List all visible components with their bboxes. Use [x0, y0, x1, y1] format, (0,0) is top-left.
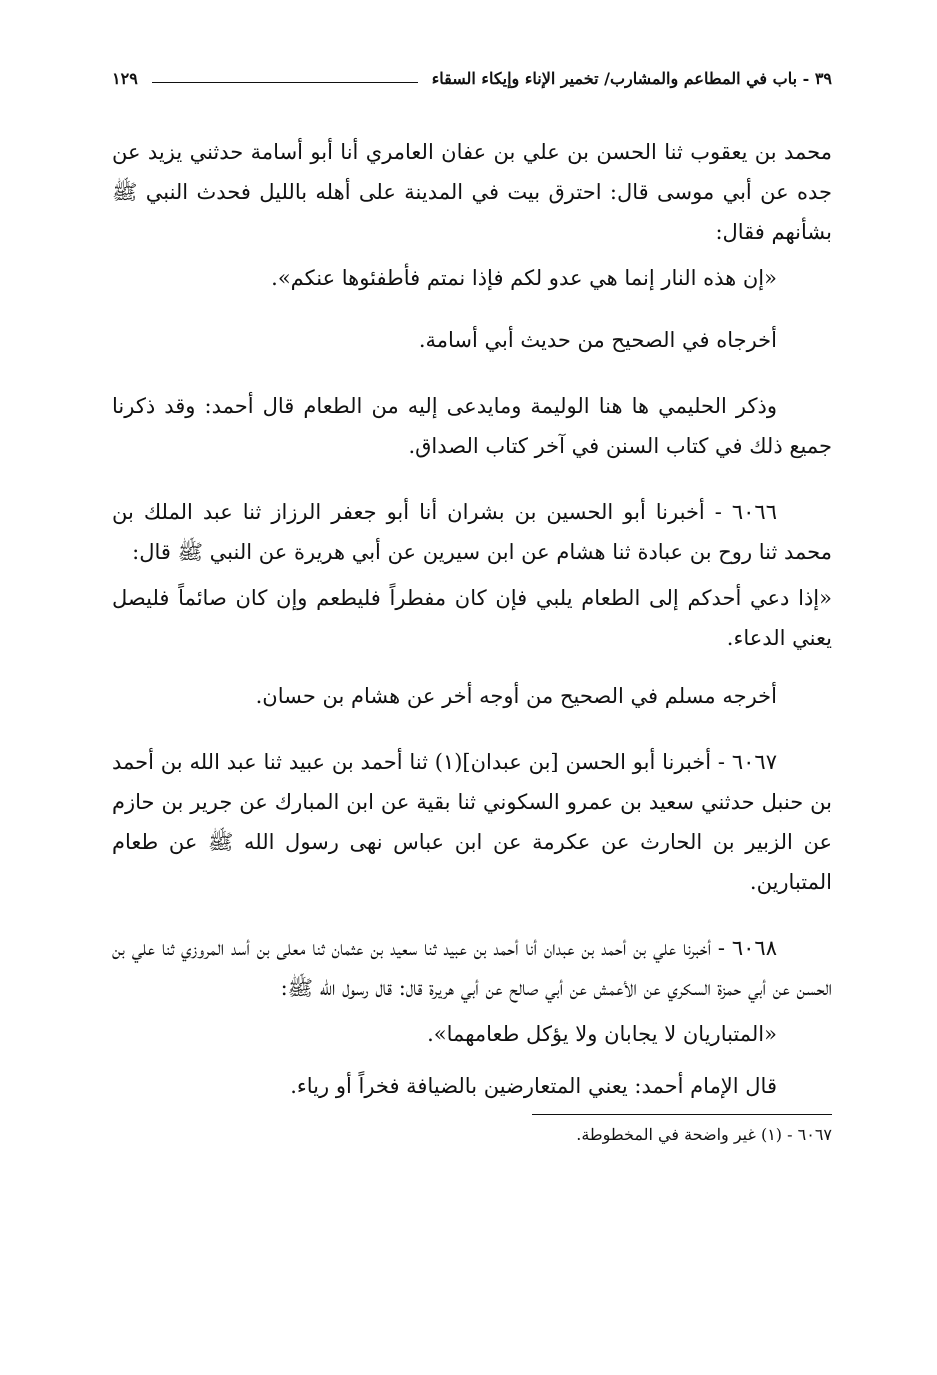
paragraph: قال الإمام أحمد: يعني المتعارضين بالضيافة فخراً أو رياء. — [290, 1074, 777, 1098]
hadith-entry-6066: ٦٠٦٦ - أخبرنا أبو الحسين بن بشران أنا أبو جعفر الرزاز ثنا عبد الملك بن محمد ثنا روح بن عبادة ثنا هشام عن ابن سيرين عن أبي هريرة عن النبي ﷺ قال: — [112, 500, 832, 564]
chapter-title: ٣٩ - باب في المطاعم والمشارب/ تخمير الإناء وإيكاء السقاء — [431, 68, 832, 88]
hadith-entry-6067: ٦٠٦٧ - أخبرنا أبو الحسن [بن عبدان](١) ثنا أحمد بن عبيد ثنا عبد الله بن أحمد بن حنبل حدثني سعيد بن عمرو السكوني ثنا بقية عن ابن المبارك عن جرير بن حازم عن الزبير بن الحارث عن عكرمة عن ابن عباس نهى رسول الله ﷺ عن طعام المتبارين. — [112, 750, 832, 894]
body-text — [112, 132, 832, 1106]
paragraph: أخرجاه في الصحيح من حديث أبي أسامة. — [418, 328, 777, 352]
paragraph: محمد بن يعقوب ثنا الحسن بن علي بن عفان العامري أنا أبو أسامة حدثني يزيد عن جده عن أبي موسى قال: احترق بيت في المدينة على أهله بالليل فحدث النبي ﷺ بشأنهم فقال: — [112, 140, 832, 244]
hadith-quote: «إذا دعي أحدكم إلى الطعام يلبي فإن كان مفطراً فليطعم وإن كان صائماً فليصل يعني الدعاء. — [112, 586, 832, 650]
running-header — [112, 60, 832, 96]
page-number: ١٢٩ — [112, 68, 138, 88]
footnote-rule — [532, 1114, 832, 1115]
footnote: ٦٠٦٧ - (١) غير واضحة في المخطوطة. — [576, 1125, 832, 1144]
hadith-entry-6068: ٦٠٦٨ - أخبرنا علي بن أحمد بن عبدان أنا أحمد بن عبيد ثنا سعيد بن عثمان ثنا معلى بن أسد المروزي ثنا علي بن الحسن عن أبي حمزة السكري عن الأعمش عن أبي صالح عن أبي هريرة قال: قال رسول الله ﷺ: — [112, 936, 832, 1000]
hadith-quote: «إن هذه النار إنما هي عدو لكم فإذا نمتم فأطفئوها عنكم». — [271, 266, 777, 290]
paragraph: وذكر الحليمي ها هنا الوليمة ومايدعى إليه من الطعام قال أحمد: وقد ذكرنا جميع ذلك في كتاب السنن في آخر كتاب الصداق. — [112, 394, 832, 458]
header-rule — [152, 82, 418, 83]
hadith-quote: «المتباريان لا يجابان ولا يؤكل طعامهما». — [427, 1022, 777, 1046]
book-page — [112, 60, 832, 1147]
paragraph: أخرجه مسلم في الصحيح من أوجه أخر عن هشام بن حسان. — [255, 684, 777, 708]
